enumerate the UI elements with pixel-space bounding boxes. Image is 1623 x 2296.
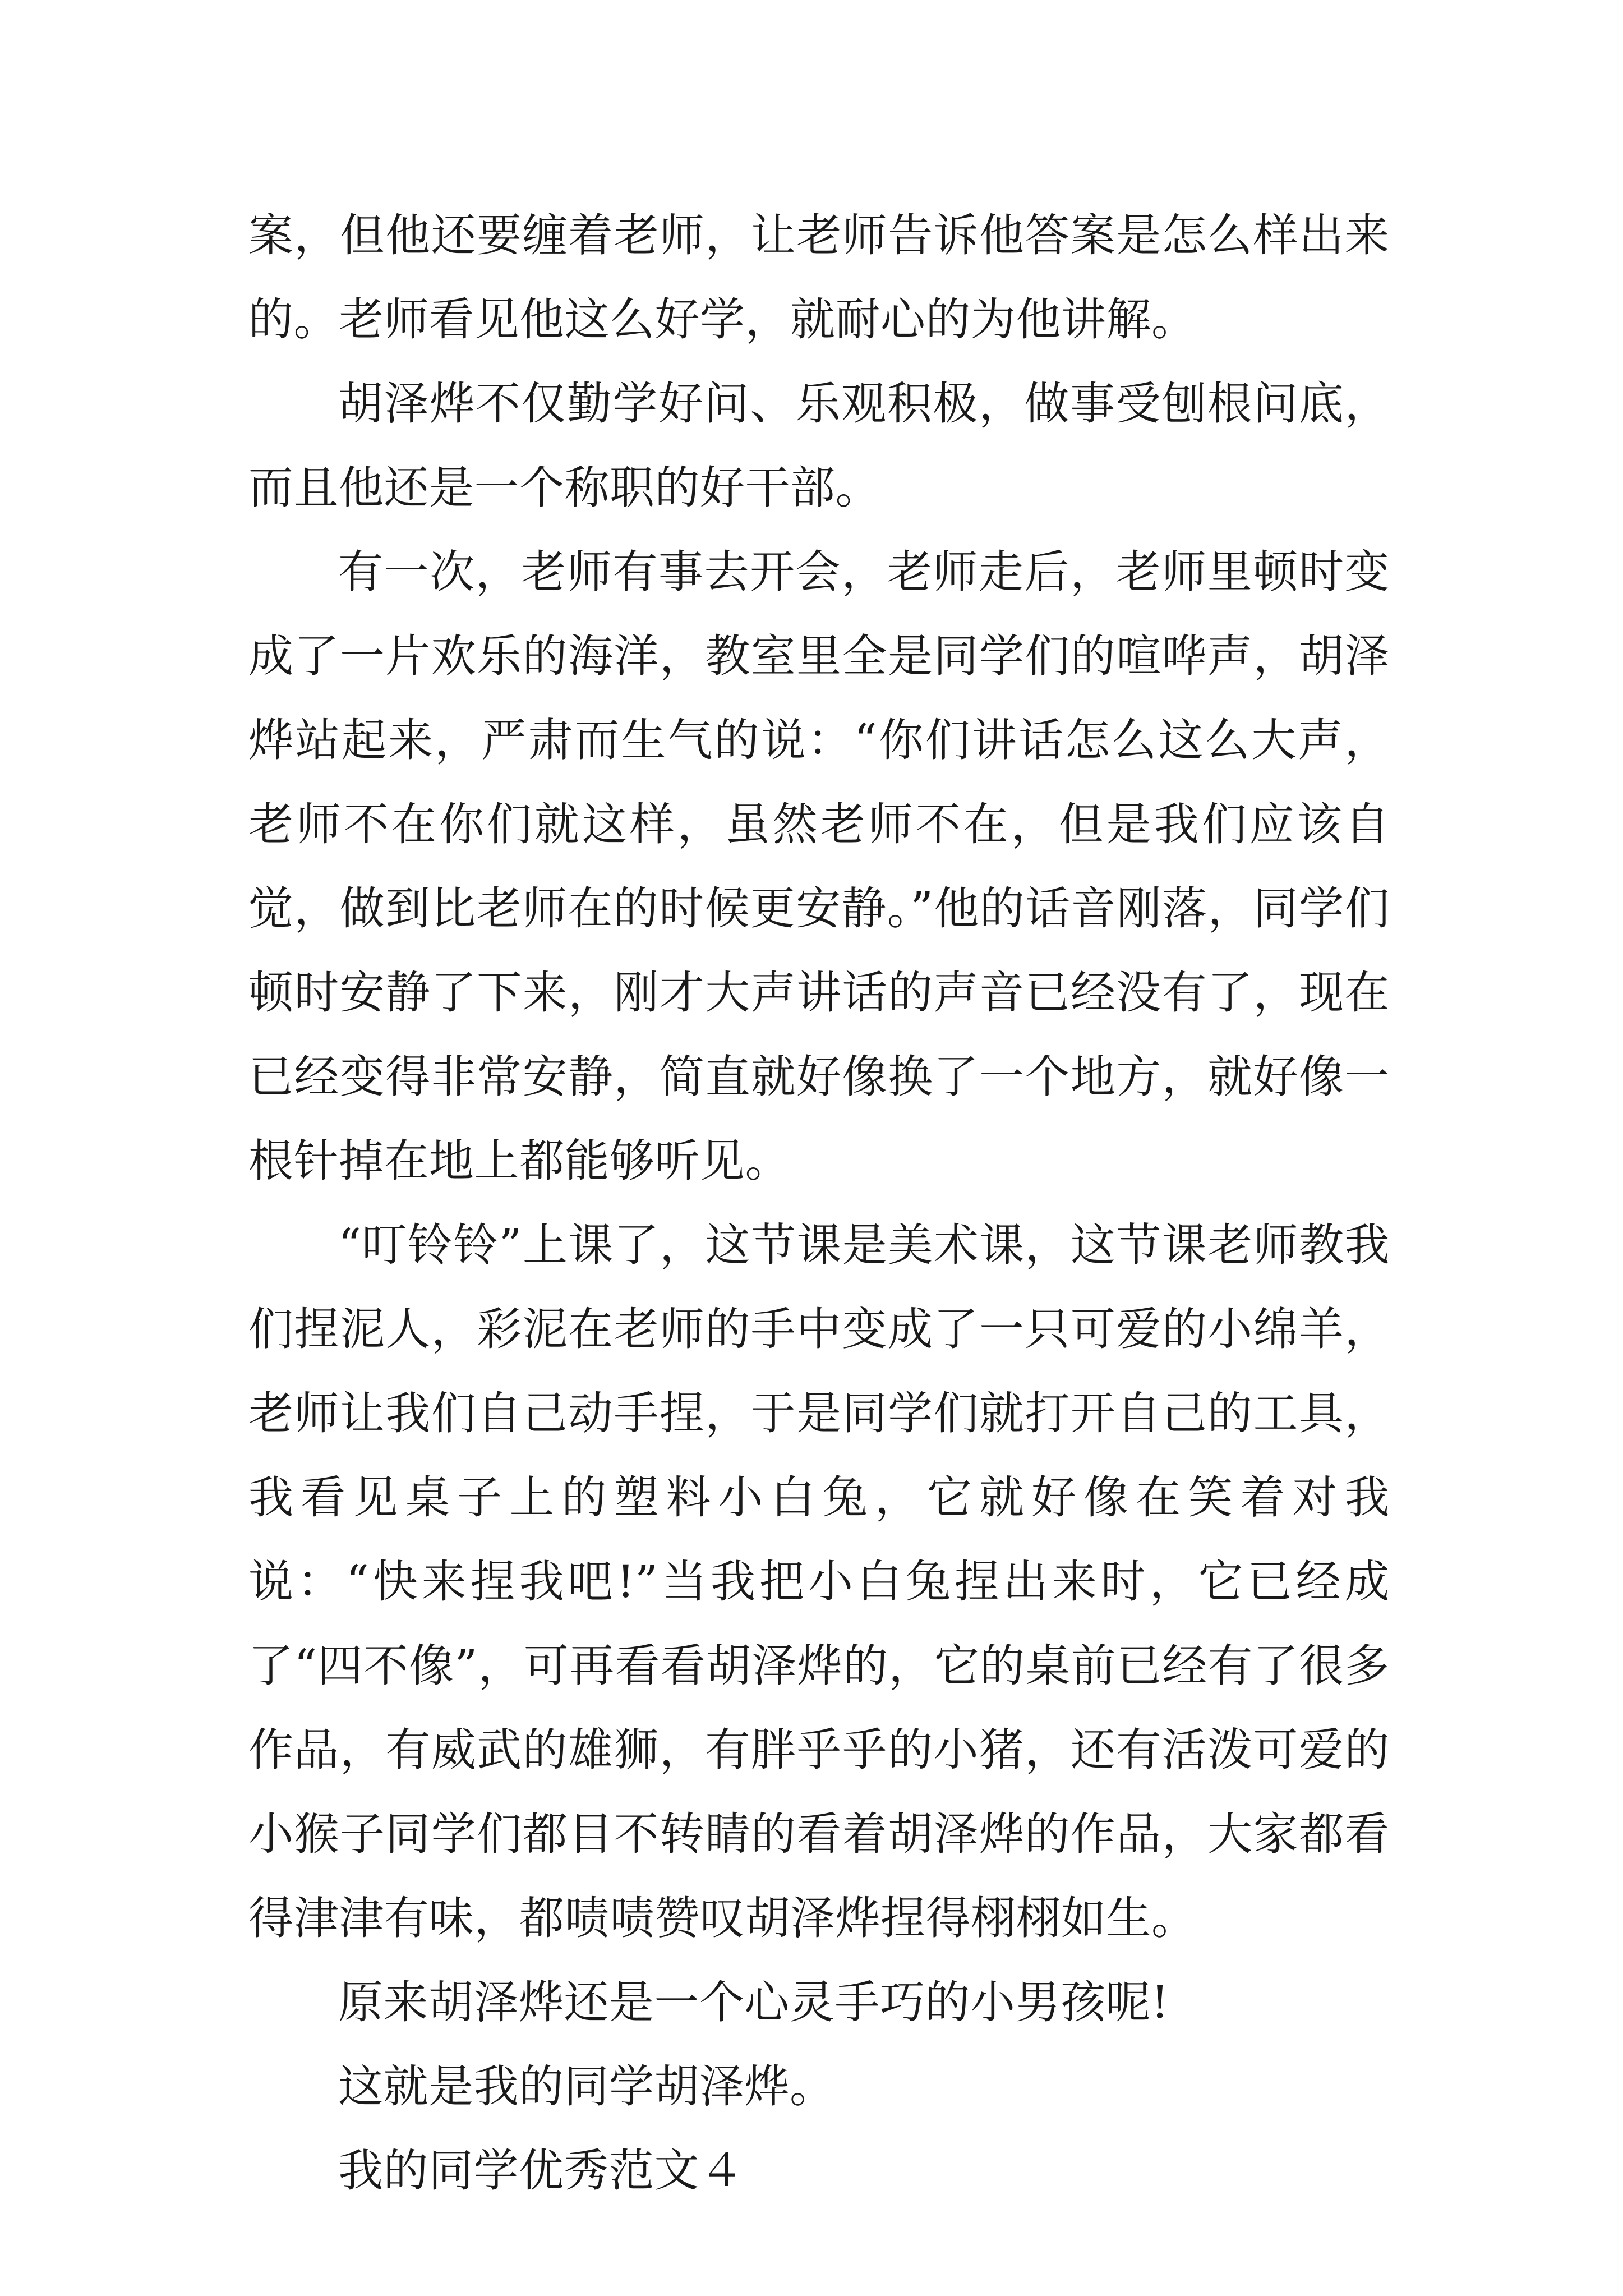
paragraph-continuation: 案，但他还要缠着老师，让老师告诉他答案是怎么样出来的。老师看见他这么好学，就耐心的为他讲解。 <box>248 209 1390 346</box>
document-body <box>248 194 1390 2213</box>
paragraph-teacher-meeting: 有一次，老师有事去开会，老师走后，老师里顿时变成了一片欢乐的海洋，教室里全是同学们的喧哗声，胡泽烨站起来，严肃而生气的说：“你们讲话怎么这么大声，老师不在你们就这样，虽然老师不在，但是我们应该自觉，做到比老师在的时候更安静。”他的话音刚落，同学们顿时安静了下来，刚才大声讲话的声音已经没有了，现在已经变得非常安静，简直就好像换了一个地方，就好像一根针掉在地上都能够听见。 <box>248 546 1390 1187</box>
paragraph-hu-zeye-cadre: 胡泽烨不仅勤学好问、乐观积极，做事受刨根问底，而且他还是一个称职的好干部。 <box>248 378 1390 514</box>
paragraph-art-class: “叮铃铃”上课了，这节课是美术课，这节课老师教我们捏泥人，彩泥在老师的手中变成了一只可爱的小绵羊，老师让我们自己动手捏，于是同学们就打开自己的工具，我看见桌子上的塑料小白兔，它就好像在笑着对我说：“快来捏我吧!”当我把小白兔捏出来时，它已经成了“四不像”，可再看看胡泽烨的，它的桌前已经有了很多作品，有威武的雄狮，有胖乎乎的小猪，还有活泼可爱的小猴子同学们都目不转睛的看着胡泽烨的作品，大家都看得津津有味，都啧啧赞叹胡泽烨捏得栩栩如生。 <box>248 1219 1390 1944</box>
section-heading-essay-4: 我的同学优秀范文４ <box>338 2145 745 2197</box>
paragraph-conclusion: 这就是我的同学胡泽烨。 <box>338 2060 835 2113</box>
paragraph-clever-boy: 原来胡泽烨还是一个心灵手巧的小男孩呢! <box>338 1976 1169 2028</box>
